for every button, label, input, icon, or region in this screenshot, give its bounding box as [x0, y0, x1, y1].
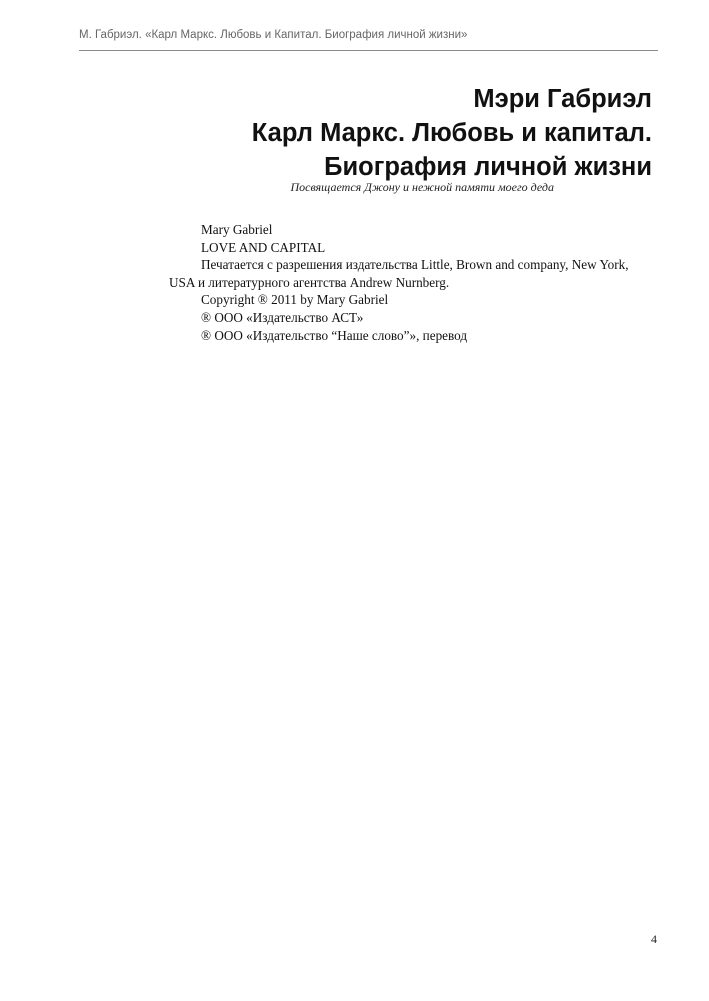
permission-notice: Печатается с разрешения издательства Little, Brown and company, New York, USA и литературного агентства Andrew Nurnberg.	[169, 257, 629, 290]
copyright-notice: Copyright ® 2011 by Mary Gabriel	[201, 292, 389, 308]
page-number: 4	[651, 932, 657, 946]
dedication: Посвящается Джону и нежной памяти моего деда	[290, 180, 554, 194]
original-title: LOVE AND CAPITAL	[201, 239, 326, 255]
book-title-block	[79, 82, 652, 184]
publisher-notice: ® ООО «Издательство АСТ»	[201, 309, 364, 325]
copyright-block	[169, 221, 649, 344]
translation-notice: ® ООО «Издательство “Наше слово”», перевод	[201, 327, 468, 343]
book-title-line-1: Карл Маркс. Любовь и капитал.	[251, 119, 652, 147]
running-header: М. Габриэл. «Карл Маркс. Любовь и Капитал. Биография личной жизни»	[79, 29, 658, 51]
book-title-line-2: Биография личной жизни	[324, 153, 652, 181]
original-author: Mary Gabriel	[201, 222, 273, 237]
author-name: Мэри Габриэл	[473, 85, 652, 113]
